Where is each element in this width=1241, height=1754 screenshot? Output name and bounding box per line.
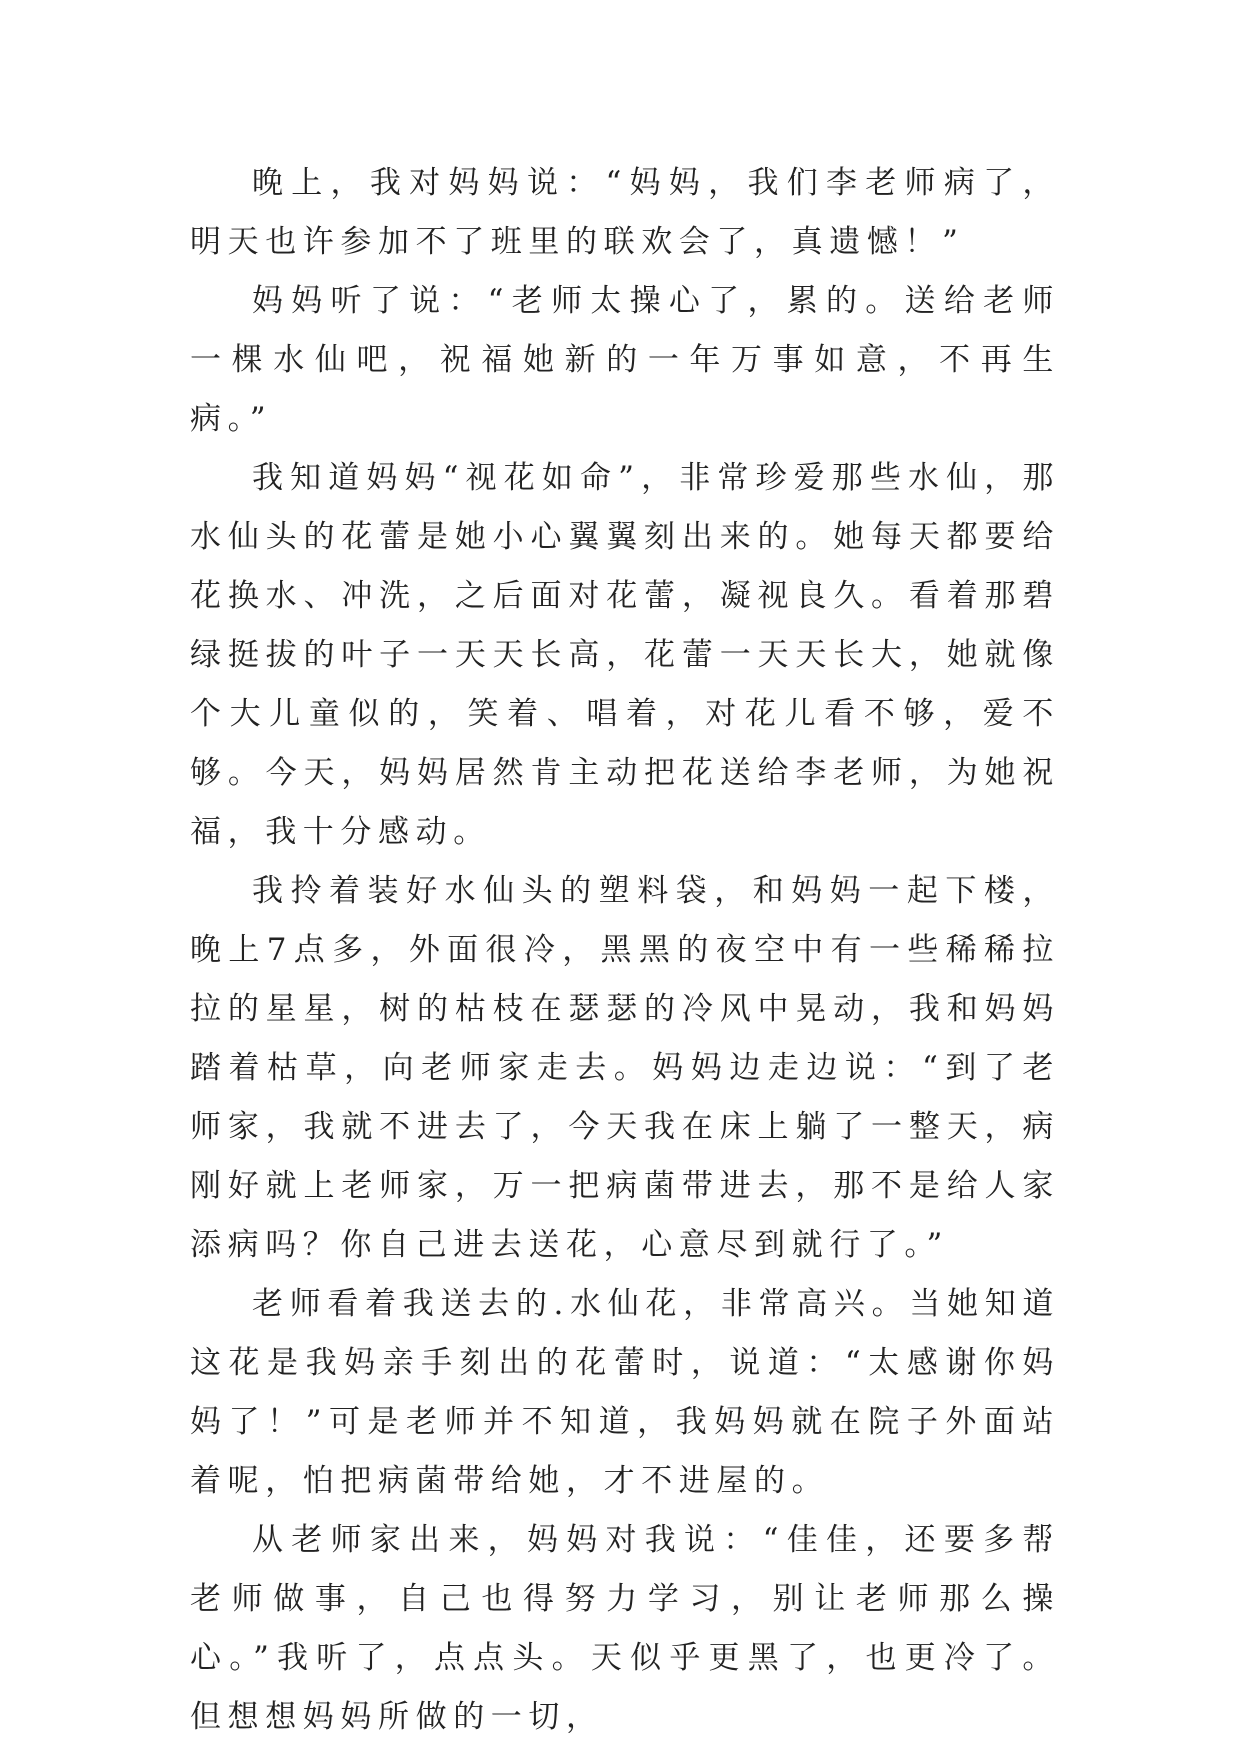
document-body bbox=[190, 154, 1060, 1747]
paragraph-5: 老师看着我送去的.水仙花，非常高兴。当她知道这花是我妈亲手刻出的花蕾时，说道：“太感谢你妈妈了！”可是老师并不知道，我妈妈就在院子外面站着呢，怕把病菌带给她，才不进屋的。 bbox=[190, 1286, 1060, 1499]
paragraph-3: 我知道妈妈“视花如命”，非常珍爱那些水仙，那水仙头的花蕾是她小心翼翼刻出来的。她每天都要给花换水、冲洗，之后面对花蕾，凝视良久。看着那碧绿挺拔的叶子一天天长高，花蕾一天天长大，她就像个大儿童似的，笑着、唱着，对花儿看不够，爱不够。今天，妈妈居然肯主动把花送给李老师，为她祝福，我十分感动。 bbox=[190, 460, 1060, 850]
paragraph-2: 妈妈听了说：“老师太操心了，累的。送给老师一棵水仙吧，祝福她新的一年万事如意，不再生病。” bbox=[190, 283, 1060, 437]
paragraph-1: 晚上，我对妈妈说：“妈妈，我们李老师病了，明天也许参加不了班里的联欢会了，真遗憾！” bbox=[190, 165, 1060, 260]
paragraph-4: 我拎着装好水仙头的塑料袋，和妈妈一起下楼，晚上7点多，外面很冷，黑黑的夜空中有一些稀稀拉拉的星星，树的枯枝在瑟瑟的冷风中晃动，我和妈妈踏着枯草，向老师家走去。妈妈边走边说：“到了老师家，我就不进去了，今天我在床上躺了一整天，病刚好就上老师家，万一把病菌带进去，那不是给人家添病吗？你自己进去送花，心意尽到就行了。” bbox=[190, 873, 1060, 1263]
paragraph-6: 从老师家出来，妈妈对我说：“佳佳，还要多帮老师做事，自己也得努力学习，别让老师那么操心。”我听了，点点头。天似乎更黑了，也更冷了。但想想妈妈所做的一切， bbox=[190, 1522, 1060, 1735]
